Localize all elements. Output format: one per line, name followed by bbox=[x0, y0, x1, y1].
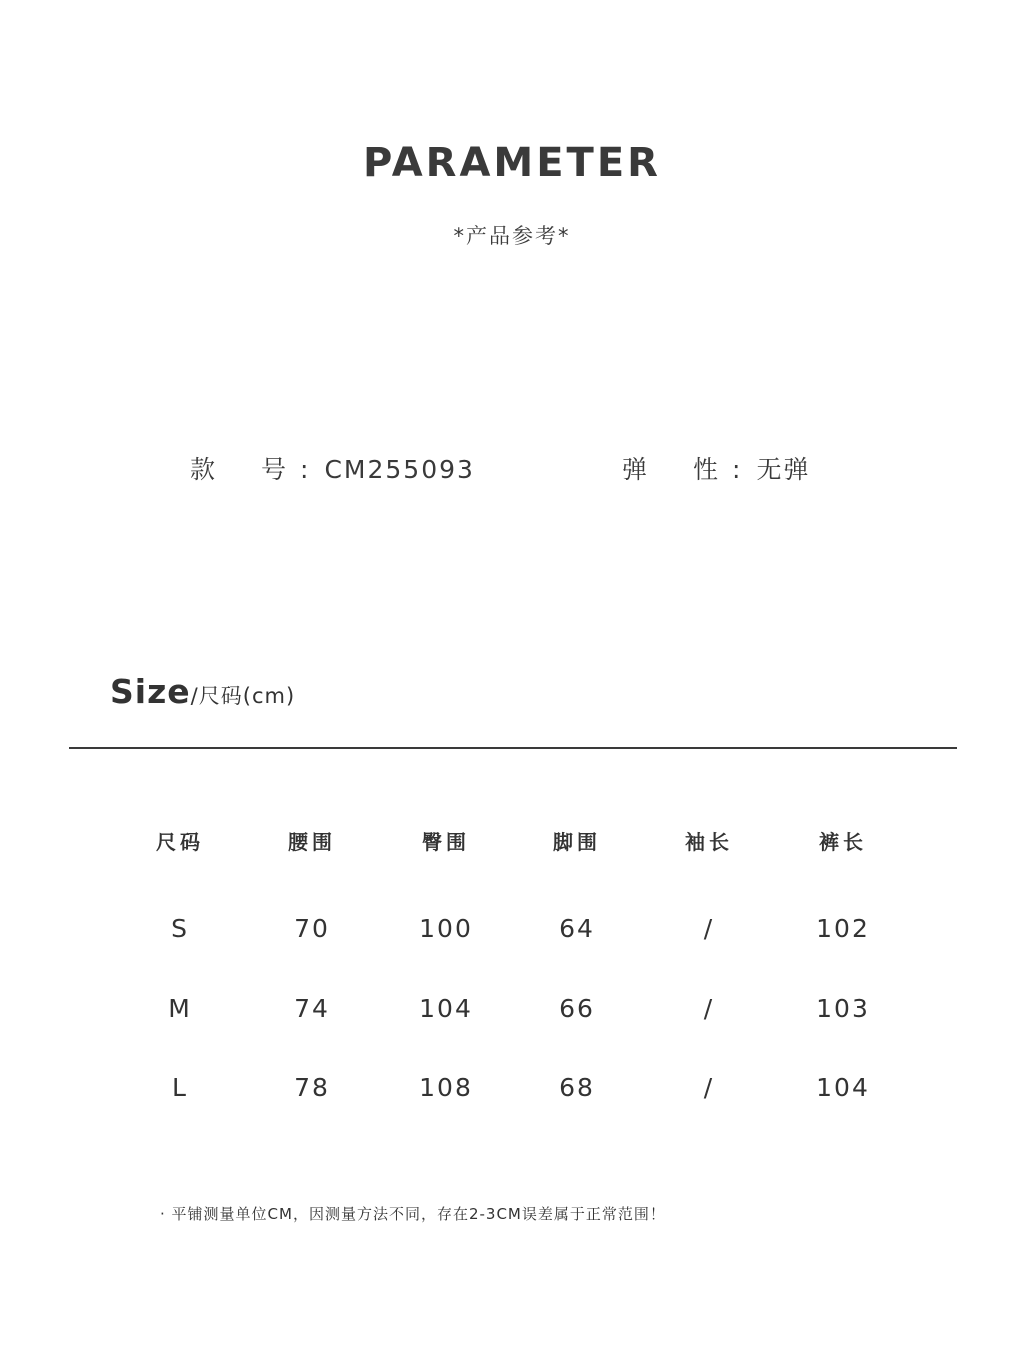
table-cell: 100 bbox=[419, 914, 473, 943]
header-waist: 腰围 bbox=[288, 830, 336, 854]
table-cell: M bbox=[168, 994, 192, 1023]
table-cell: / bbox=[703, 914, 715, 943]
table-cell: 102 bbox=[816, 914, 870, 943]
size-heading bbox=[110, 672, 295, 711]
table-cell: 68 bbox=[559, 1073, 595, 1102]
measurement-note: · 平铺测量单位CM，因测量方法不同，存在2-3CM误差属于正常范围！ bbox=[160, 1205, 666, 1223]
page-title: PARAMETER bbox=[363, 140, 661, 186]
table-cell: S bbox=[171, 914, 189, 943]
style-colon: : bbox=[300, 455, 311, 484]
section-divider bbox=[69, 747, 957, 749]
table-cell: 104 bbox=[816, 1073, 870, 1102]
header-hip: 臀围 bbox=[422, 830, 470, 854]
table-cell: 108 bbox=[419, 1073, 473, 1102]
header-size: 尺码 bbox=[156, 830, 204, 854]
style-number-row bbox=[190, 450, 475, 486]
table-cell: 74 bbox=[294, 994, 330, 1023]
header-hem: 脚围 bbox=[553, 830, 601, 854]
style-number-value: CM255093 bbox=[324, 455, 475, 484]
table-cell: 66 bbox=[559, 994, 595, 1023]
table-cell: 70 bbox=[294, 914, 330, 943]
style-number-label bbox=[190, 450, 286, 486]
table-cell: 103 bbox=[816, 994, 870, 1023]
table-cell: L bbox=[172, 1073, 188, 1102]
elastic-label-char-2: 性 bbox=[693, 455, 719, 484]
page-subtitle: *产品参考* bbox=[453, 224, 571, 248]
header-length: 裤长 bbox=[819, 830, 867, 854]
table-cell: / bbox=[703, 994, 715, 1023]
elasticity-row bbox=[622, 450, 810, 486]
style-label-char-2: 号 bbox=[261, 455, 287, 484]
elastic-colon: : bbox=[732, 455, 743, 484]
size-heading-unit: /尺码(cm) bbox=[190, 684, 296, 708]
table-cell: 104 bbox=[419, 994, 473, 1023]
elastic-label-char-1: 弹 bbox=[622, 455, 648, 484]
elasticity-label bbox=[622, 450, 718, 486]
elasticity-value: 无弹 bbox=[756, 455, 811, 484]
table-cell: 78 bbox=[294, 1073, 330, 1102]
style-label-char-1: 款 bbox=[190, 455, 216, 484]
table-cell: 64 bbox=[559, 914, 595, 943]
header-sleeve: 袖长 bbox=[685, 830, 733, 854]
size-heading-title: Size bbox=[110, 672, 191, 711]
table-cell: / bbox=[703, 1073, 715, 1102]
